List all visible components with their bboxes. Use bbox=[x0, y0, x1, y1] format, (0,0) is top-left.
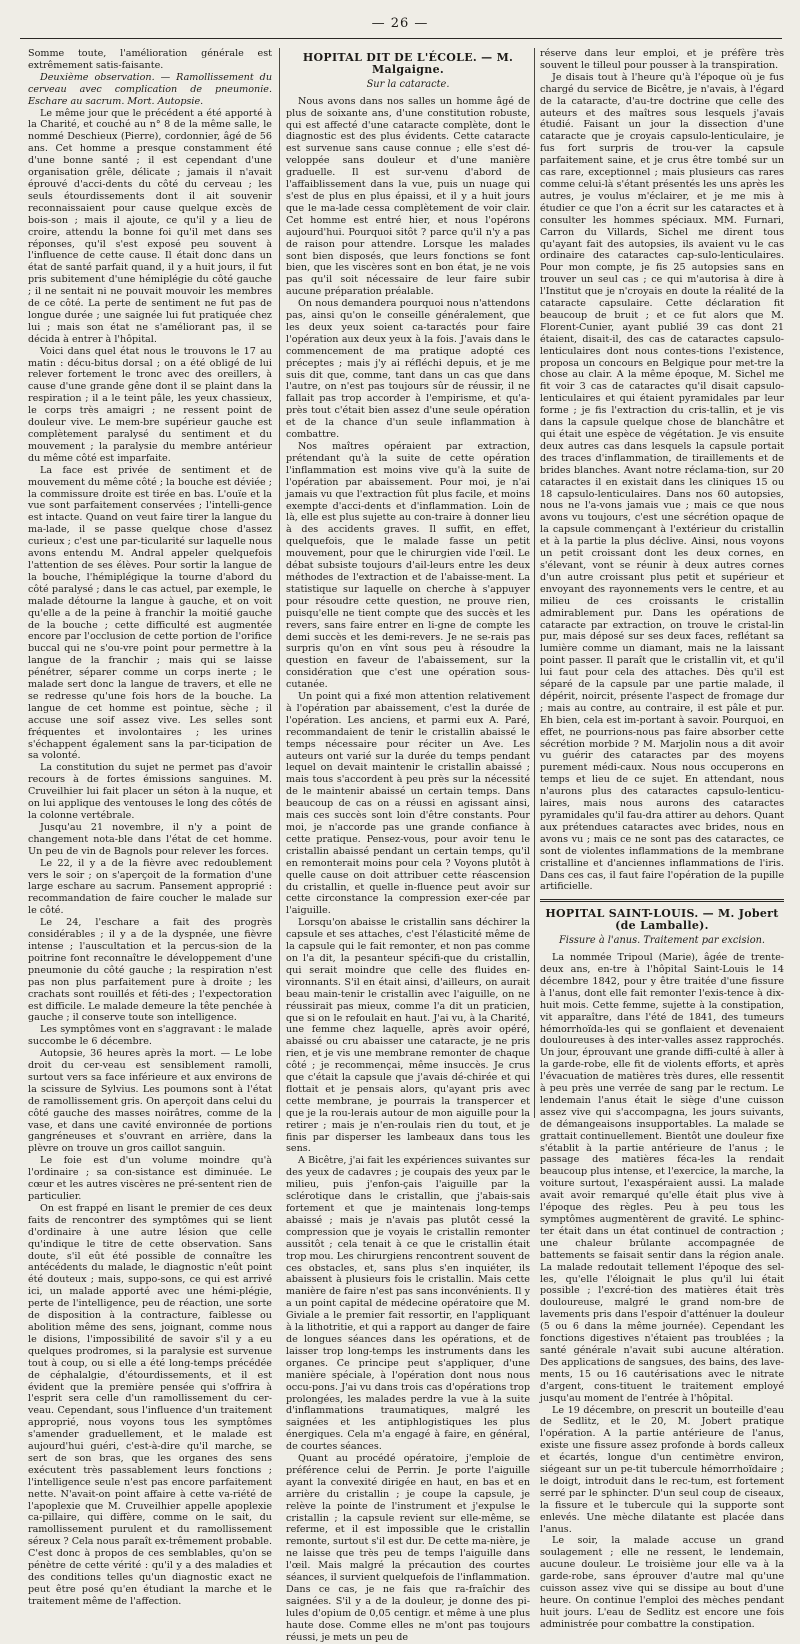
paragraph: Voici dans quel état nous le trouvons le 17 au matin : décu-bitus dorsal ; on a été obligé de lui relever fortement le tronc avec des oreillers, à cause d'une grande gêne dont il se plaint dans la respiration ; il a le teint pâle, les yeux chassieux, le corps très amaigri ; ne ressent point de douleur vive. Le mem-bre supérieur gauche est complètement paralysé du sentiment et du mouvement ; la paralysie du membre antérieur du même côté est imparfaite. bbox=[28, 345, 272, 464]
paragraph: Somme toute, l'amélioration générale est extrêmement satis-faisante. bbox=[28, 48, 272, 71]
paragraph: Nous avons dans nos salles un homme âgé de plus de soixante ans, d'une constitution robuste, qui est affecté d'une cataracte complète, dont le diagnostic est des plus évidents. Cette cataracte est survenue sans cause connue ; elle s'est dé-veloppée sans douleur et d'une manière graduelle. Il est sur-venu d'abord de l'affaiblissement dans la vue, puis un nuage qui s'est de plus en plus épaissi, et il y a huit jours que le ma-lade cessa complètement de voir clair. Cet homme est entré hier, et nous l'opérons aujourd'hui. Pourquoi sitôt ? parce qu'il n'y a pas de raison pour attendre. Lorsque les malades sont bien disposés, que leurs fonctions se font bien, que les viscères sont en bon état, je ne vois pas qu'il soit nécessaire de leur faire subir aucune préparation préalable. bbox=[286, 95, 530, 298]
paragraph: Le 22, il y a de la fièvre avec redoublement vers le soir ; on s'aperçoit de la formation d'une large eschare au sacrum. Pansement approprié : recommandation de faire coucher le malade sur le côté. bbox=[28, 857, 272, 917]
paragraph: On est frappé en lisant le premier de ces deux faits de rencontrer des symptômes qui se lient d'ordinaire à une autre lésion que celle qu'indique le titre de cette observation. Sans doute, s'il eût été possible de connaître les antécédents du malade, le diagnostic n'eût point été douteux ; mais, suppo-sons, ce qui est arrivé ici, un malade apporté avec une hémi-plégie, perte de l'intelligence, peu de réaction, une sorte de disposition à la contracture, faiblesse ou abolition même des sens, joignant, comme nous le disions, l'impossibilité de savoir s'il y a eu quelques prodromes, si la paralysie est survenue tout à coup, ou si elle a été long-temps précédée de céphalalgie, d'étourdissements, et il est évident que la première pensée qui s'offrira à l'esprit sera celle d'un ramollissement du cer-veau. Cependant, sous l'influence d'un traitement approprié, nous voyons tous les symptômes s'amender graduellement, et le malade est aujourd'hui guéri, c'est-à-dire qu'il marche, se sert de son bras, que les organes des sens exécutent très passablement leurs fonctions ; l'intelligence seule n'est pas encore parfaitement nette. N'avait-on point affaire à cette va-riété de l'apoplexie que M. Cruveilhier appelle apoplexie ca-pillaire, qui diffère, comme on le sait, du ramollissement purulent et du ramollissement séreux ? Cela nous paraît ex-trêmement probable. C'est donc à propos de ces semblables, qu'on se pénètre de cette vérité : qu'il y a des maladies et des conditions telles qu'un diagnostic exact ne peut être posé qu'en étudiant la marche et le traitement même de l'affection. bbox=[28, 1202, 273, 1607]
article-title: HOPITAL SAINT-LOUIS. — M. Jobert (de Lamballe). bbox=[545, 907, 779, 933]
paragraph: On nous demandera pourquoi nous n'attendons pas, ainsi qu'on le conseille généralement, que les deux yeux soient ca-taractés pour faire l'opération aux deux yeux à la fois. J'avais dans le commencement de ma pratique adopté ces préceptes ; mais j'y ai réfléchi depuis, et je me suis dit que, comme, tant dans un cas que dans l'autre, on n'est pas toujours sûr de réussir, il ne fallait pas trop accorder à l'empirisme, et qu'a-près tout c'était bien assez d'une seule opération et de la chance d'un seule inflammation à combattre. bbox=[286, 298, 530, 441]
paragraph: Les symptômes vont en s'aggravant : le malade succombe le 6 décembre. bbox=[28, 1024, 272, 1048]
paragraph: La constitution du sujet ne permet pas d'avoir recours à de fortes émissions sanguines. M. Cruveilhier lui fait placer un séton à la nuque, et on lui applique des ventouses le long des côtés de la colonne vertébrale. bbox=[28, 762, 272, 821]
paragraph: La nommée Tripoul (Marie), âgée de trente-deux ans, en-tre à l'hôpital Saint-Louis le 14 décembre 1842, pour y être traitée d'une fissure à l'anus, dont elle fait remonter l'exis-tence à dix-huit mois. Cette femme, sujette à la constipation, vit apparaître, dans l'été de 1841, des tumeurs hémorrhoïda-les qui se gonflaient et devenaient douloureuses à des inter-valles assez rapprochés. Un jour, éprouvant une grande diffi-culté à aller à la garde-robe, elle fit de violents efforts, et après l'évacuation de matières très dures, elle ressentit à peu près une verrée de sang par le rectum. Le lendemain l'anus était le siège d'une cuisson assez vive qui s'accompagna, les jours suivants, de démangeaisons insupportables. La malade se grattait continuellement. Bientôt une douleur fixe s'établit à la partie antérieure de l'anus ; le passage des matières féca-les la rendait beaucoup plus intense, et l'exercice, la marche, la voiture surtout, l'exaspéraient aussi. La malade avait avoir remarqué qu'elle était plus vive à l'époque des règles. Peu à peu tous les symptômes augmentèrent de gravité. Le sphinc-ter était dans un état continuel de contraction ; une chaleur brûlante accompagnée de battements se faisait sentir dans la région anale. La malade redoutait tellement l'époque des sel-les, qu'elle l'éloignait le plus qu'il lui était possible ; l'excré-tion des matières était très douloureuse, malgré le grand nom-bre de lavements pris dans l'espoir d'atténuer la douleur (5 ou 6 dans la même journée). Cependant les fonctions digestives n'étaient pas troublées ; la santé générale n'avait subi aucune altération. Des applications de sangsues, des bains, des lave-ments, 15 ou 16 cautérisations avec le nitrate d'argent, cons-tituent le traitement employé jusqu'au moment de l'entrée à l'hôpital. bbox=[540, 952, 784, 1404]
column-2 bbox=[286, 48, 530, 1643]
article-title: HOPITAL DIT DE L'ÉCOLE. — M. Malgaigne. bbox=[302, 51, 514, 76]
column-1 bbox=[28, 48, 273, 1607]
paragraph: La face est privée de sentiment et de mouvement du même côté ; la bouche est déviée ; la commissure droite est tirée en bas. L'ouïe et la vue sont parfaitement conservées ; l'intelli-gence est intacte. Quand on veut faire tirer la langue du ma-lade, il se passe quelque chose d'assez curieux ; c'est une par-ticularité sur laquelle nous avons entendu M. Andral appeler quelquefois l'attention de ses élèves. Pour sortir la langue de la bouche, l'hémiplégique la tourne d'abord du côté paralysé ; dans le cas actuel, par exemple, le malade détourne la langue à gauche, et on voit qu'elle a de la peine à franchir la moitié gauche de la bouche ; cette difficulté est augmentée encore par l'occlusion de cette portion de l'orifice buccal qui ne s'ou-vre point pour permettre à la langue de la franchir ; mais qui se laisse pénétrer, séparer comme un corps inerte ; le malade sert donc la langue de travers, et elle ne se redresse qu'une fois hors de la bouche. La langue de cet homme est pointue, sèche ; il accuse une soif assez vive. Les selles sont fréquentes et involontaires ; les urines s'échappent également sans la par-ticipation de sa volonté. bbox=[28, 464, 272, 762]
paragraph: Nos maîtres opéraient par extraction, prétendant qu'à la suite de cette opération l'inflammation est moins vive qu'à la suite de l'opération par abaissement. Pour moi, je n'ai jamais vu que l'extraction fût plus facile, et moins exempte d'acci-dents et d'inflammation. Loin de là, elle est plus sujette au con-traire à donner lieu à des accidents graves. Il suffit, en effet, quelquefois, que le malade fasse un petit mouvement, pour que le chirurgien vide l'œil. Le débat subsiste toujours d'ail-leurs entre les deux méthodes de l'extraction et de l'abaisse-ment. La statistique sur laquelle on cherche à s'appuyer pour résoudre cette question, ne prouve rien, puisqu'elle ne tient compte que des succès et les revers, sans faire entrer en li-gne de compte les demi succès et les demi-revers. Je ne se-rais pas surpris qu'on en vînt sous peu à résoudre la question en faveur de l'abaissement, sur la considération que c'est une opération sous-cutanée. bbox=[286, 441, 530, 691]
column-3 bbox=[540, 48, 784, 1630]
article-subtitle: Fissure à l'anus. Traitement par excision. bbox=[558, 935, 766, 947]
paragraph: Lorsqu'on abaisse le cristallin sans déchirer la capsule et ses attaches, c'est l'élasticité même de la capsule qui le fait remonter, et non pas comme on l'a dit, la pesanteur spécifi-que du cristallin, qui serait moindre que celle des fluides en-vironnants. S'il en était ainsi, d'ailleurs, on aurait beau main-tenir le cristallin avec l'aiguille, on ne réussirait pas mieux, comme l'a dit un praticien, que si on le refoulait en haut. J'ai vu, à la Charité, une femme chez laquelle, après avoir opéré, abaissé ou cru abaisser une cataracte, je ne pris rien, et je vis une membrane remonter de chaque côté ; je recommençai, même insuccès. Je crus que c'était la capsule que j'avais dé-chirée et qui flottait et je pensais alors, qu'ayant pris avec cette membrane, je pourrais la transpercer et que je la rou-lerais autour de mon aiguille pour la retirer ; mais je n'en-roulais rien du tout, et je finis par disperser les lambeaux dans tous les sens. bbox=[286, 917, 530, 1155]
column-divider bbox=[534, 48, 535, 1118]
observation-heading: Deuxième observation. — Ramollissement du cerveau avec complication de pneumonie. Eschare au sacrum. Mort. Autopsie. bbox=[28, 71, 272, 107]
paragraph: A Bicêtre, j'ai fait les expériences suivantes sur des yeux de cadavres ; je coupais des yeux par le milieu, puis j'enfon-çais l'aiguille par la sclérotique dans le cristallin, que j'abais-sais fortement et que je maintenais long-temps abaissé ; mais je n'avais pas plutôt cessé la compression que je voyais le cristallin remonter aussitôt ; cela tenait à ce que le cristallin était trop mou. Les chirurgiens rencontrent souvent de ces obstacles, et, sans plus s'en inquiéter, ils abaissent à plusieurs fois le cristallin. Mais cette manière de faire n'est pas sans inconvénients. Il y a un point capital de médecine opératoire que M. Giviale a le premier fait ressortir, en l'appliquant à la lithotritie, et qui a rapport au danger de faire de longues séances dans les opérations, et de laisser trop long-temps les instruments dans les organes. Ce principe peut s'appliquer, d'une manière spéciale, à l'opération dont nous nous occu-pons. J'ai vu dans trois cas d'opérations trop prolongées, les malades perdre la vue à la suite d'inflammations traumatiques, malgré les saignées et les antiphlogistiques les plus énergiques. Cela m'a engagé à faire, en général, de courtes séances. bbox=[286, 1155, 530, 1453]
page-number: — 26 — bbox=[371, 16, 429, 31]
paragraph: Un point qui a fixé mon attention relativement à l'opération par abaissement, c'est la durée de l'opération. Les anciens, et parmi eux A. Paré, recommandaient de tenir le cristallin abaissé le temps nécessaire pour réciter un Ave. Les auteurs ont varié sur la durée du temps pendant lequel on devait maintenir le cristallin abaissé ; mais tous s'accordent à peu près sur la nécessité de le maintenir abaissé un certain temps. Dans beaucoup de cas on a réussi en agissant ainsi, mais ces succès sont loin d'être constants. Pour moi, je n'accorde pas une grande confiance à cette pratique. Pensez-vous, pour avoir tenu le cristallin abaissé pendant un certain temps, qu'il en remonterait moins pour cela ? Voyons plutôt à quelle cause on doit attribuer cette réascension du cristallin, et quelle in-fluence peut avoir sur cette circonstance la compression exer-cée par l'aiguille. bbox=[286, 691, 530, 917]
paragraph: Le 19 décembre, on prescrit un bouteille d'eau de Sedlitz, et le 20, M. Jobert pratique l'opération. A la partie antérieure de l'anus, existe une fissure assez profonde à bords calleux et écartés, longue d'un centimètre environ, siégeant sur un pe-tit tubercule hémorrhoïdaire ; le doigt, introduit dans le rec-tum, est fortement serré par le sphincter. D'un seul coup de ciseaux, la fissure et le tubercule qui la supporte sont enlevés. Une mèche dilatante est placée dans l'anus. bbox=[540, 1404, 784, 1535]
column-divider bbox=[279, 48, 280, 1118]
paragraph: Le 24, l'eschare a fait des progrès considérables ; il y a de la dyspnée, une fièvre intense ; l'auscultation et la percus-sion de la poitrine font reconnaître le développement d'une pneumonie du côté gauche ; la respiration n'est pas non plus parfaitement pure à droite ; les crachats sont rouillés et féti-des ; l'expectoration est difficile. Le malade demeure la tête penchée à gauche ; il conserve toute son intelligence. bbox=[28, 917, 272, 1024]
paragraph: Le foie est d'un volume moindre qu'à l'ordinaire ; sa con-sistance est diminuée. Le cœur et les autres viscères ne pré-sentent rien de particulier. bbox=[28, 1155, 272, 1202]
paragraph: Autopsie, 36 heures après la mort. — Le lobe droit du cer-veau est sensiblement ramolli, surtout vers sa face inférieure et aux environs de la scissure de Sylvius. Les poumons sont à l'état de ramollissement gris. On aperçoit dans celui du côté gauche des masses noirâtres, comme de la vase, et dans une cavité environnée de portions gangréneuses et s'ouvrant en arrière, dans la plèvre on trouve un gros caillot sanguin. bbox=[28, 1048, 272, 1155]
article-separator bbox=[540, 899, 784, 902]
paragraph: Quant au procédé opératoire, j'emploie de préférence celui de Perrin. Je porte l'aiguille ayant la convexité dirigée en haut, en bas et en arrière du cristallin ; je coupe la capsule, je relève la pointe de l'instrument et j'expulse le cristallin ; la capsule revient sur elle-même, se referme, et il est impossible que le cristallin remonte, surtout s'il est dur. De cette ma-nière, je ne laisse que très peu de temps l'aiguille dans l'œil. Mais malgré la précaution des courtes séances, il survient quelquefois de l'inflammation. Dans ce cas, je ne fais que ra-fraîchir des saignées. S'il y a de la douleur, je donne des pi-lules d'opium de 0,05 centigr. et même à une plus haute dose. Comme elles ne m'ont pas toujours réussi, je mets un peu de bbox=[286, 1453, 530, 1643]
paragraph: Le soir, la malade accuse un grand soulagement ; elle ne ressent, le lendemain, aucune douleur. Le troisième jour elle va à la garde-robe, sans éprouver d'autre mal qu'une cuisson assez vive qui se dissipe au bout d'une heure. On continue l'emploi des mèches pendant huit jours. L'eau de Sedlitz est encore une fois administrée pour combattre la constipation. bbox=[540, 1535, 784, 1630]
paragraph: Le même jour que le précédent a été apporté à la Charité, et couché au n° 8 de la même salle, le nommé Deschieux (Pierre), cordonnier, âgé de 56 ans. Cet homme a presque constamment été d'une bonne santé ; il est cependant d'une organisation grêle, délicate ; jamais il n'avait éprouvé d'acci-dents du côté du cerveau ; les seuls étourdissements dont il ait souvenir reconnaissaient pour cause quelque excès de bois-son ; mais il ajoute, ce qu'il y a lieu de croire, attendu la bonne foi qu'il met dans ses réponses, qu'il s'est exposé peu souvent à l'influence de cette cause. Il était donc dans un état de santé parfait quand, il y a huit jours, il fut pris subitement d'une hémiplégie du côté gauche ; il ne sentait ni ne pouvait mouvoir les membres de ce côté. La perte de sentiment ne fut pas de longue durée ; une saignée lui fut pratiquée chez lui ; mais son état ne s'améliorant pas, il se décida à entrer à l'hôpital. bbox=[28, 107, 272, 345]
paragraph: Jusqu'au 21 novembre, il n'y a point de changement nota-ble dans l'état de cet homme. Un peu de vin de Bagnols pour relever les forces. bbox=[28, 821, 272, 857]
article-subtitle: Sur la cataracte. bbox=[366, 78, 450, 90]
paragraph: réserve dans leur emploi, et je préfère très souvent le tilleul pour pousser à la transpiration. bbox=[540, 48, 784, 71]
header-rule bbox=[20, 38, 782, 39]
paragraph: Je disais tout à l'heure qu'à l'époque où je fus chargé du service de Bicêtre, je n'avais, à l'égard de la cataracte, d'au-tre doctrine que celle des auteurs et des maîtres sous lesquels j'avais étudié. Faisant un jour la dissection d'une cataracte que je croyais capsulo-lenticulaire, je fus fort surpris de trou-ver la capsule parfaitement saine, et je crus être tombé sur un cas rare, exceptionnel ; mais plusieurs cas rares comme celui-là s'étant présentés les uns après les autres, je voulus m'éclairer, et je me mis à étudier ce que l'on a écrit sur les cataractes et à consulter les hommes spéciaux. MM. Furnari, Carron du Villards, Sichel me dirent tous qu'ayant fait des autopsies, ils avaient vu le cas ordinaire des cataractes cap-sulo-lenticulaires. Pour mon compte, je fis 25 autopsies sans en trouver un seul cas ; ce qui m'autorisa à dire à l'Institut que je n'croyais en doute la réalité de la cataracte capsulaire. Cette déclaration fit beaucoup de bruit ; et ce fut alors que M. Florent-Cunier, ayant publié 39 cas dont 21 étaient, disait-il, des cas de cataractes capsulo-lenticulaires dont nous contes-tions l'existence, proposa un concours en Belgique pour met-tre la chose au clair. A la même époque, M. Sichel me fit voir 3 cas de cataractes qu'il disait capsulo-lenticulaires et qui étaient pyramidales par leur forme ; je fis l'extraction du cris-tallin, et je vis dans la capsule quelque chose de blanchâtre et qui était une espèce de végétation. Je vis ensuite deux autres cas dans lesquels la capsule portait des traces d'inflammation, de tiraillements et de brides blanches. Avant notre réclama-tion, sur 20 cataractes il en existait dans les cliniques 15 ou 18 capsulo-lenticulaires. Dans nos 60 autopsies, nous ne l'a-vons jamais vue ; mais ce que nous avons vu toujours, c'est une sécrétion opaque de la capsule commençant à l'extérieur du cristallin et à la partie la plus déclive. Ainsi, nous voyons un petit croissant dont les deux cornes, en s'élevant, vont se réunir à deux autres cornes d'un autre croissant plus petit et supérieur et envoyant des rayonnements vers le centre, et au milieu de ces croissants le cristallin admirablement pur. Dans les opérations de cataracte par extraction, on trouve le cristal-lin pur, mais déposé sur ses deux faces, reflétant sa lumière comme un diamant, mais ne la laissant point passer. Il paraît que le cristallin vit, et qu'il lui faut pour cela des attaches. Dès qu'il est séparé de la capsule par une partie malade, il dépérit, noircit, présente l'aspect de fromage dur ; mais au contre, au contraire, il est pâle et pur. Eh bien, cela est im-portant à savoir. Pourquoi, en effet, ne pourrions-nous pas faire absorber cette sécrétion morbide ? M. Marjolin nous a dit avoir vu guérir des cataractes par des moyens purement médi-caux. Nous nous occuperons en temps et lieu de ce sujet. En attendant, nous n'aurons plus des cataractes capsulo-lenticu-laires, mais nous aurons des cataractes pyramidales qu'il fau-dra attirer au dehors. Quant aux prétendues cataractes avec brides, nous en avons vu ; mais ce ne sont pas des cataractes, ce sont de violentes inflammations de la membrane cristalline et d'anciennes inflammations de l'iris. Dans ces cas, il faut faire l'opération de la pupille artificielle. bbox=[540, 71, 784, 893]
